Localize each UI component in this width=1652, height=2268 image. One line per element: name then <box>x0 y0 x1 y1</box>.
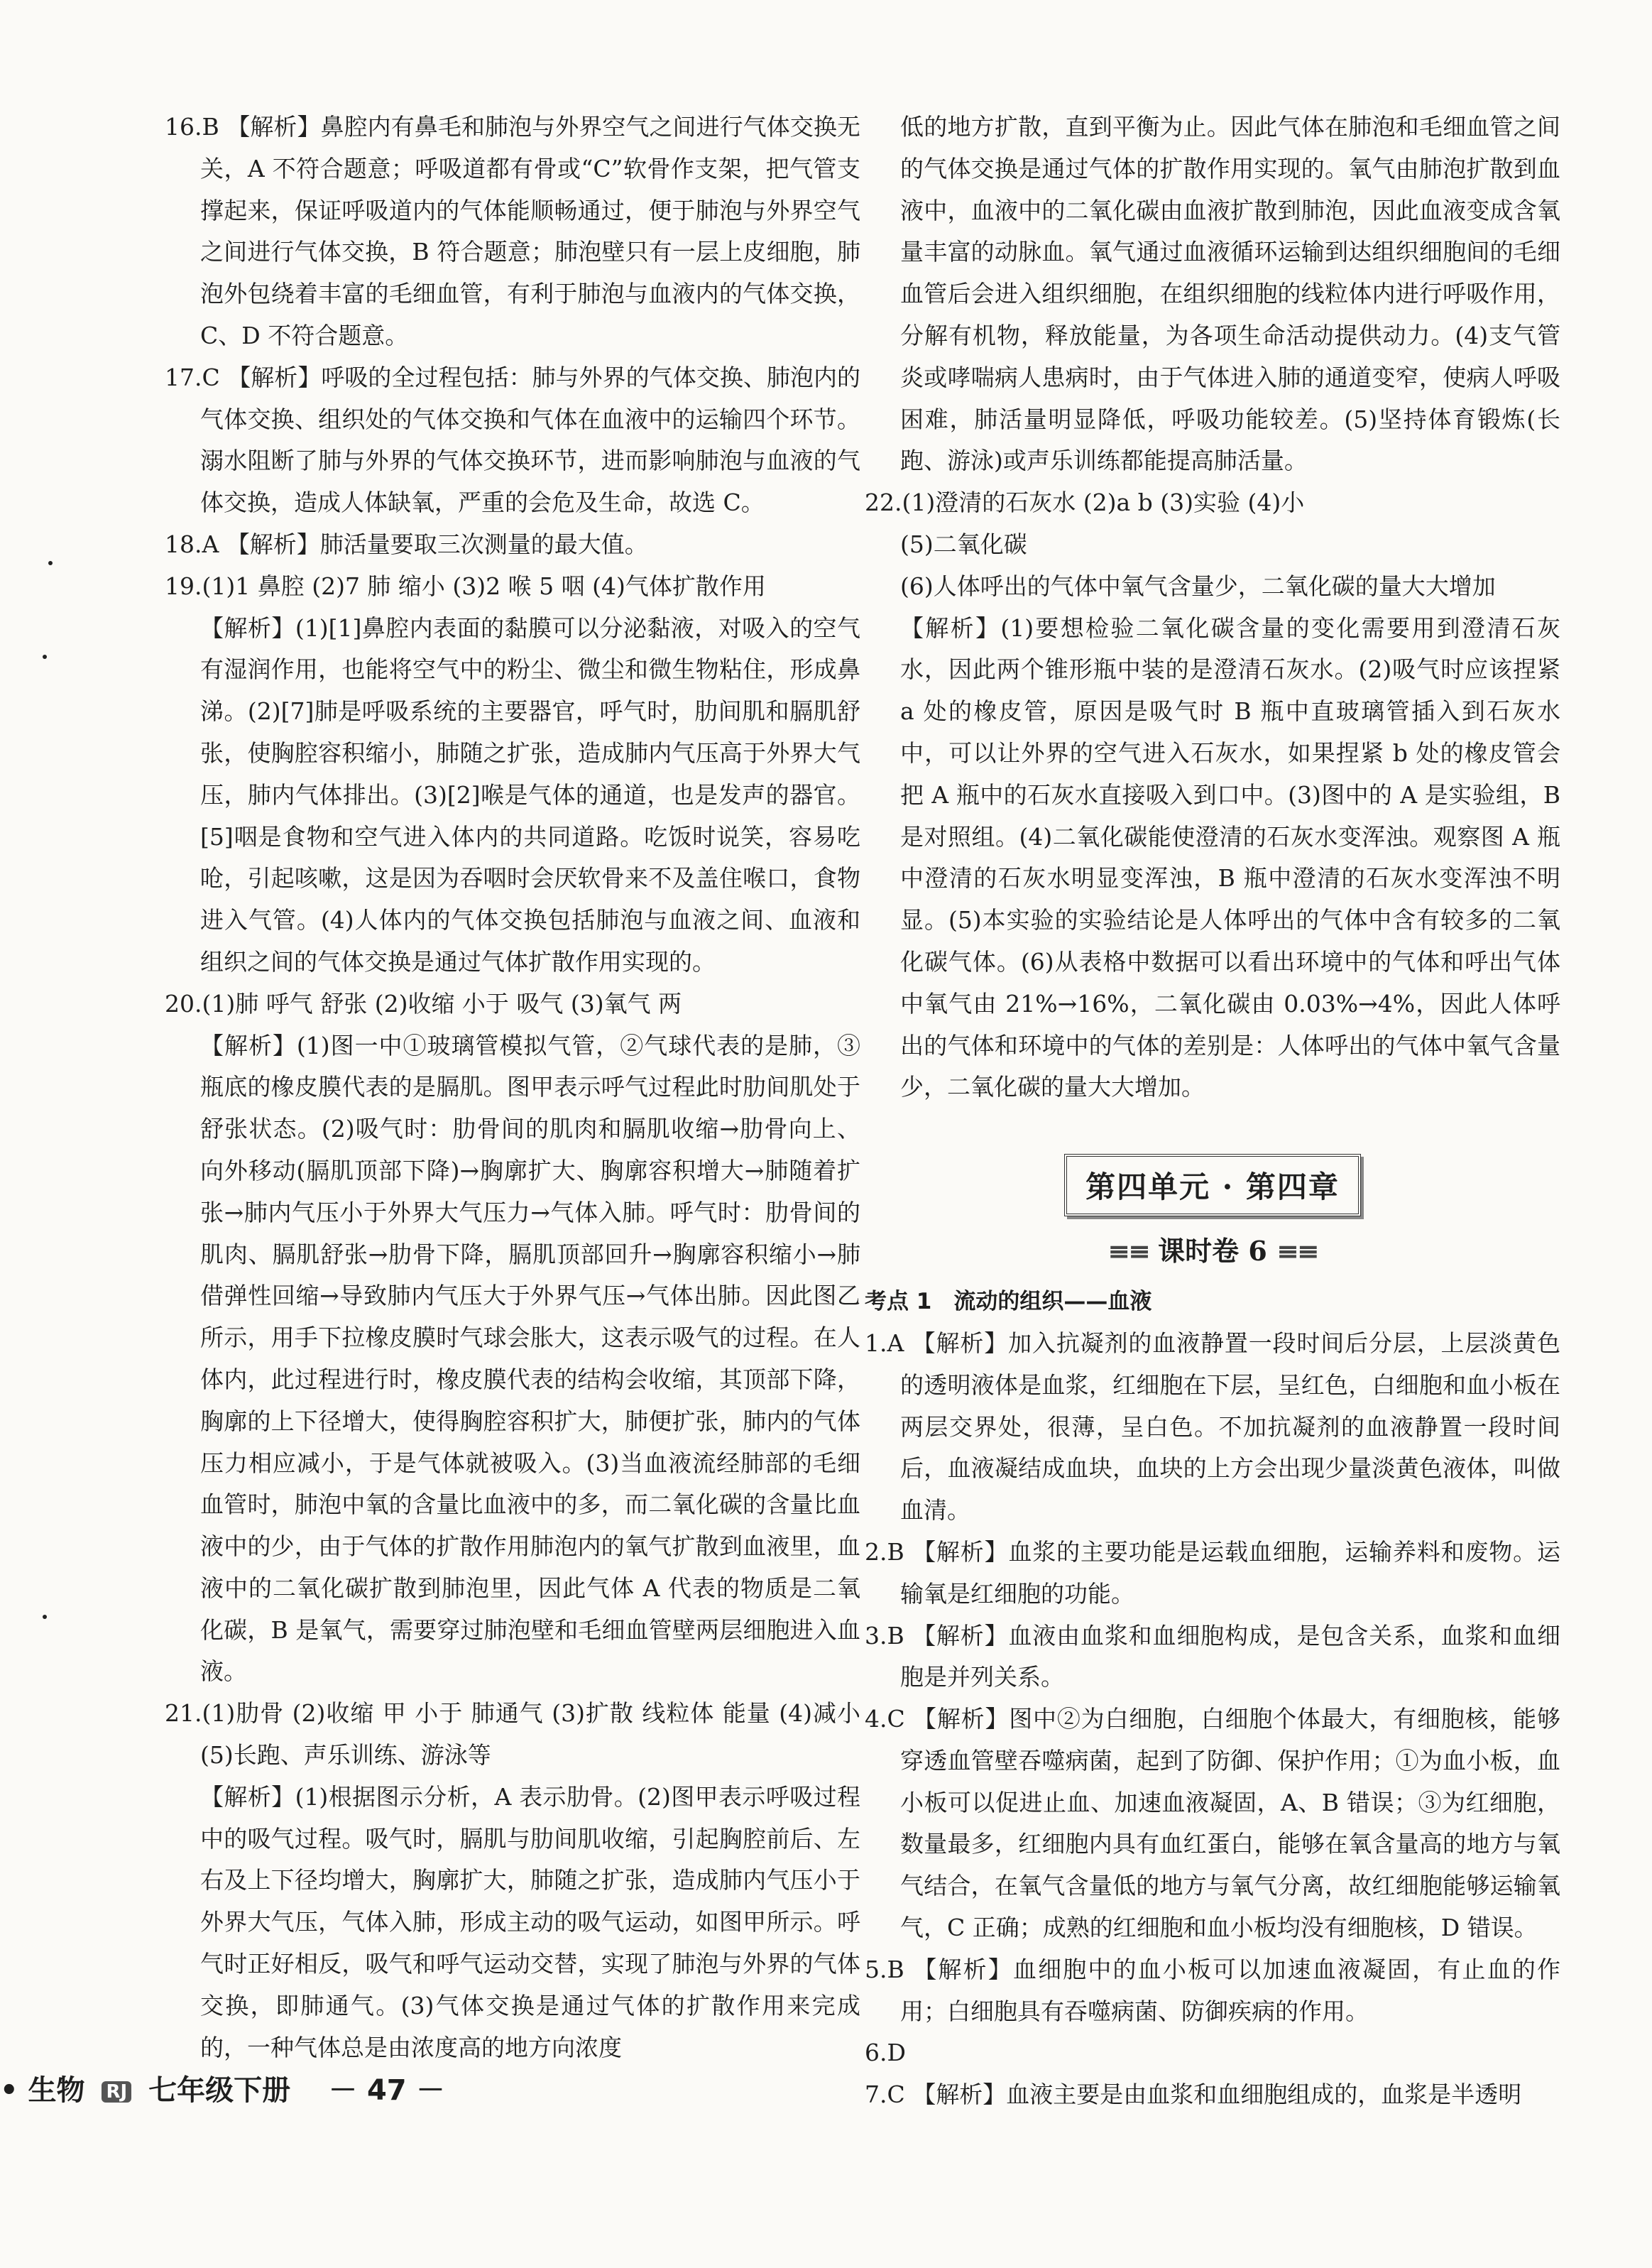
answer-16: 16.B 【解析】鼻腔内有鼻毛和肺泡与外界空气之间进行气体交换无关，A 不符合题意；呼吸道都有骨或“C”软骨作支架，把气管支撑起来，保证呼吸道内的气体能顺畅通过，便于肺泡与外界空气之间进行气体交换，B 符合题意；肺泡壁只有一层上皮细胞，肺泡外包绕着丰富的毛细血管，有利于肺泡与血液内的气体交换，C、D 不符合题意。 <box>165 113 860 349</box>
answer-22: 22.(1)澄清的石灰水 (2)a b (3)实验 (4)小 <box>865 489 1305 517</box>
analysis-21: 【解析】(1)根据图示分析，A 表示肋骨。(2)图甲表示呼吸过程中的吸气过程。吸气时，膈肌与肋间肌收缩，引起胸腔前后、左右及上下径均增大，胸廓扩大，肺随之扩张，造成肺内气压小于外界大气压，气体入肺，形成主动的吸气运动，如图甲所示。呼气时正好相反，吸气和呼气运动交替，实现了肺泡与外界的气体交换，即肺通气。(3)气体交换是通过气体的扩散作用来完成的，一种气体总是由浓度高的地方向浓度 <box>200 1782 860 2061</box>
lesson-title-text: 课时卷 6 <box>1158 1235 1267 1267</box>
margin-dot <box>43 655 47 659</box>
item-3: 3.B 【解析】血液由血浆和血细胞构成，是包含关系，血浆和血细胞是并列关系。 <box>865 1621 1560 1691</box>
unit-title-wrap <box>865 1154 1560 1216</box>
footer-edition-badge: RJ <box>102 2081 131 2103</box>
margin-dot <box>43 1615 47 1619</box>
item-7: 7.C 【解析】血液主要是由血浆和血细胞组成的，血浆是半透明 <box>865 2081 1522 2109</box>
title-bars-right: ≡≡ <box>1276 1235 1318 1267</box>
unit-title: 第四单元 · 第四章 <box>1064 1154 1361 1216</box>
answer-19: 19.(1)1 鼻腔 (2)7 肺 缩小 (3)2 喉 5 咽 (4)气体扩散作用 <box>165 572 766 600</box>
lesson-title <box>865 1229 1560 1268</box>
item-2: 2.B 【解析】血浆的主要功能是运载血细胞，运输养料和废物。运输氧是红细胞的功能。 <box>865 1537 1560 1608</box>
page-footer <box>0 2068 639 2108</box>
item-1: 1.A 【解析】加入抗凝剂的血液静置一段时间后分层，上层淡黄色的透明液体是血浆，红细胞在下层，呈红色，白细胞和血小板在两层交界处，很薄，呈白色。不加抗凝剂的血液静置一段时间后，血液凝结成血块，血块的上方会出现少量淡黄色液体，叫做血清。 <box>865 1329 1560 1525</box>
page-number: － 47 － <box>329 2074 445 2107</box>
answer-22-part6: (6)人体呼出的气体中氧气含量少，二氧化碳的量大大增加 <box>900 572 1496 600</box>
analysis-19: 【解析】(1)[1]鼻腔内表面的黏膜可以分泌黏液，对吸入的空气有湿润作用，也能将空气中的粉尘、微尘和微生物粘住，形成鼻涕。(2)[7]肺是呼吸系统的主要器官，呼气时，肋间肌和膈肌舒张，使胸腔容积缩小，肺随之扩张，造成肺内气压高于外界大气压，肺内气体排出。(3)[2]喉是气体的通道，也是发声的器官。[5]咽是食物和空气进入体内的共同道路。吃饭时说笑，容易吃呛，引起咳嗽，这是因为吞咽时会厌软骨来不及盖住喉口，食物进入气管。(4)人体内的气体交换包括肺泡与血液之间、血液和组织之间的气体交换是通过气体扩散作用实现的。 <box>200 614 860 976</box>
footer-subject: • 生物 <box>0 2074 85 2107</box>
item-4: 4.C 【解析】图中②为白细胞，白细胞个体最大，有细胞核，能够穿透血管壁吞噬病菌，起到了防御、保护作用；①为血小板，血小板可以促进止血、加速血液凝固，A、B 错误；③为红细胞，数量最多，红细胞内具有血红蛋白，能够在氧含量高的地方与氧气结合，在氧气含量低的地方与氧气分离，故红细胞能够运输氧气，C 正确；成熟的红细胞和血小板均没有细胞核，D 错误。 <box>865 1705 1560 1942</box>
footer-grade: 七年级下册 <box>148 2074 291 2107</box>
item-6: 6.D <box>865 2039 906 2067</box>
title-bars-left: ≡≡ <box>1107 1235 1149 1267</box>
answer-17: 17.C 【解析】呼吸的全过程包括：肺与外界的气体交换、肺泡内的气体交换、组织处的气体交换和气体在血液中的运输四个环节。溺水阻断了肺与外界的气体交换环节，进而影响肺泡与血液的气体交换，造成人体缺氧，严重的会危及生命，故选 C。 <box>165 363 860 517</box>
item-5: 5.B 【解析】血细胞中的血小板可以加速血液凝固，有止血的作用；白细胞具有吞噬病菌、防御疾病的作用。 <box>865 1955 1560 2025</box>
left-column <box>165 107 860 2068</box>
analysis-21-continued: 低的地方扩散，直到平衡为止。因此气体在肺泡和毛细血管之间的气体交换是通过气体的扩散作用实现的。氧气由肺泡扩散到血液中，血液中的二氧化碳由血液扩散到肺泡，因此血液变成含氧量丰富的动脉血。氧气通过血液循环运输到达组织细胞间的毛细血管后会进入组织细胞，在组织细胞的线粒体内进行呼吸作用，分解有机物，释放能量，为各项生命活动提供动力。(4)支气管炎或哮喘病人患病时，由于气体进入肺的通道变窄，使病人呼吸困难，肺活量明显降低，呼吸功能较差。(5)坚持体育锻炼(长跑、游泳)或声乐训练都能提高肺活量。 <box>900 113 1560 475</box>
answer-18: 18.A 【解析】肺活量要取三次测量的最大值。 <box>165 530 648 558</box>
analysis-22: 【解析】(1)要想检验二氧化碳含量的变化需要用到澄清石灰水，因此两个锥形瓶中装的是澄清石灰水。(2)吸气时应该捏紧 a 处的橡皮管，原因是吸气时 B 瓶中直玻璃管插入到石灰水中，可以让外界的空气进入石灰水，如果捏紧 b 处的橡皮管会把 A 瓶中的石灰水直接吸入到口中。(3)图中的 A 是实验组，B 是对照组。(4)二氧化碳能使澄清的石灰水变浑浊。观察图 A 瓶中澄清的石灰水明显变浑浊，B 瓶中澄清的石灰水变浑浊不明显。(5)本实验的实验结论是人体呼出的气体中含有较多的二氧化碳气体。(6)从表格中数据可以看出环境中的气体和呼出气体中氧气由 21%→16%，二氧化碳由 0.03%→4%，因此人体呼出的气体和环境中的气体的差别是：人体呼出的气体中氧气含量少，二氧化碳的量大大增加。 <box>900 614 1560 1101</box>
analysis-20: 【解析】(1)图一中①玻璃管模拟气管，②气球代表的是肺，③瓶底的橡皮膜代表的是膈肌。图甲表示呼气过程此时肋间肌处于舒张状态。(2)吸气时：肋骨间的肌肉和膈肌收缩→肋骨向上、向外移动(膈肌顶部下降)→胸廓扩大、胸廓容积增大→肺随着扩张→肺内气压小于外界大气压力→气体入肺。呼气时：肋骨间的肌肉、膈肌舒张→肋骨下降，膈肌顶部回升→胸廓容积缩小→肺借弹性回缩→导致肺内气压大于外界气压→气体出肺。因此图乙所示，用手下拉橡皮膜时气球会胀大，这表示吸气的过程。在人体内，此过程进行时，橡皮膜代表的结构会收缩，其顶部下降，胸廓的上下径增大，使得胸腔容积扩大，肺便扩张，肺内的气体压力相应减小，于是气体就被吸入。(3)当血液流经肺部的毛细血管时，肺泡中氧的含量比血液中的多，而二氧化碳的含量比血液中的少，由于气体的扩散作用肺泡内的氧气扩散到血液里，血液中的二氧化碳扩散到肺泡里，因此气体 A 代表的物质是二氧化碳，B 是氧气，需要穿过肺泡壁和毛细血管壁两层细胞进入血液。 <box>200 1031 860 1686</box>
right-column <box>865 107 1560 2116</box>
answer-20: 20.(1)肺 呼气 舒张 (2)收缩 小于 吸气 (3)氧气 两 <box>165 989 682 1018</box>
answer-22-part5: (5)二氧化碳 <box>900 530 1027 558</box>
answer-21: 21.(1)肋骨 (2)收缩 甲 小于 肺通气 (3)扩散 线粒体 能量 (4)减小 (5)长跑、声乐训练、游泳等 <box>165 1699 860 1770</box>
kaodian-heading: 考点 1 流动的组织——血液 <box>865 1289 1152 1315</box>
margin-dot <box>48 561 53 565</box>
